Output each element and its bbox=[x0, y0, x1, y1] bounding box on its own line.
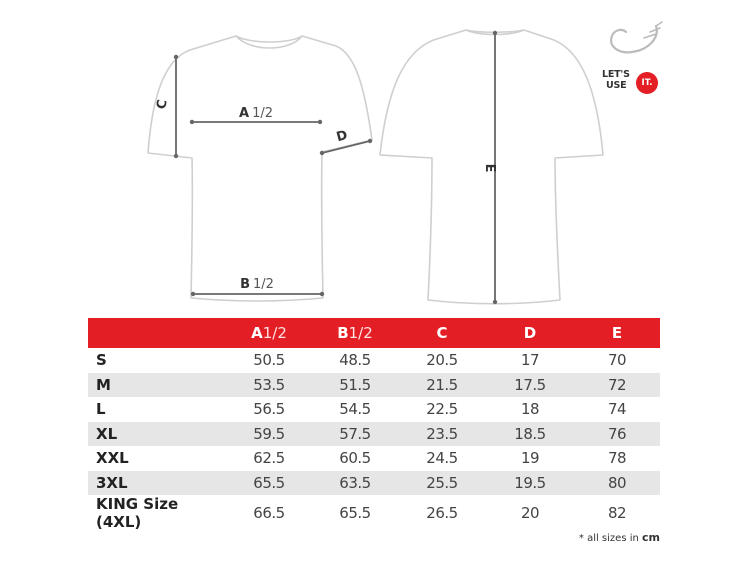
units-footnote bbox=[579, 531, 660, 544]
table-row bbox=[88, 348, 660, 373]
cell-b: 60.5 bbox=[312, 446, 398, 471]
label-b-letter: B bbox=[240, 277, 250, 292]
cell-d: 20 bbox=[486, 495, 574, 531]
cell-b: 54.5 bbox=[312, 397, 398, 422]
cell-c: 25.5 bbox=[398, 471, 486, 496]
header-b: B1/2 bbox=[337, 324, 373, 342]
cell-d: 18 bbox=[486, 397, 574, 422]
cell-d: 19.5 bbox=[486, 471, 574, 496]
cell-d: 17 bbox=[486, 348, 574, 373]
label-b-half: 1/2 bbox=[253, 277, 274, 292]
label-c: C bbox=[154, 98, 171, 111]
cell-b: 57.5 bbox=[312, 422, 398, 447]
lets-use-it-logo bbox=[598, 18, 668, 102]
cell-c: 22.5 bbox=[398, 397, 486, 422]
cell-a: 66.5 bbox=[226, 495, 312, 531]
size-name: KING Size (4XL) bbox=[88, 495, 226, 531]
label-a bbox=[239, 106, 273, 121]
cell-e: 70 bbox=[574, 348, 660, 373]
size-name: L bbox=[88, 397, 226, 422]
cell-d: 17.5 bbox=[486, 373, 574, 398]
hook-icon bbox=[598, 18, 668, 68]
logo-line-2: USE bbox=[606, 80, 627, 91]
label-d: D bbox=[334, 127, 350, 146]
size-name: XL bbox=[88, 422, 226, 447]
logo-badge: IT. bbox=[636, 72, 658, 94]
table-row bbox=[88, 446, 660, 471]
cell-b: 48.5 bbox=[312, 348, 398, 373]
cell-b: 63.5 bbox=[312, 471, 398, 496]
header-d: D bbox=[523, 324, 537, 342]
header-c: C bbox=[436, 324, 448, 342]
size-name: M bbox=[88, 373, 226, 398]
cell-a: 53.5 bbox=[226, 373, 312, 398]
cell-b: 65.5 bbox=[312, 495, 398, 531]
cell-c: 26.5 bbox=[398, 495, 486, 531]
cell-c: 21.5 bbox=[398, 373, 486, 398]
header-a: A1/2 bbox=[251, 324, 287, 342]
size-name: S bbox=[88, 348, 226, 373]
cell-d: 19 bbox=[486, 446, 574, 471]
cell-e: 78 bbox=[574, 446, 660, 471]
table-row bbox=[88, 422, 660, 447]
label-b bbox=[240, 277, 274, 292]
size-chart-table bbox=[88, 318, 660, 531]
table-row bbox=[88, 495, 660, 531]
footnote-prefix: * all sizes in bbox=[578, 533, 639, 544]
cell-a: 56.5 bbox=[226, 397, 312, 422]
label-a-letter: A bbox=[239, 106, 250, 121]
table-row bbox=[88, 397, 660, 422]
table-header-row bbox=[88, 318, 660, 348]
size-name: 3XL bbox=[88, 471, 226, 496]
cell-a: 59.5 bbox=[226, 422, 312, 447]
cell-e: 74 bbox=[574, 397, 660, 422]
table-row bbox=[88, 471, 660, 496]
cell-c: 20.5 bbox=[398, 348, 486, 373]
logo-line-1: LET'S bbox=[602, 69, 630, 80]
cell-e: 80 bbox=[574, 471, 660, 496]
cell-e: 82 bbox=[574, 495, 660, 531]
cell-b: 51.5 bbox=[312, 373, 398, 398]
header-size bbox=[88, 318, 226, 348]
label-e: E bbox=[482, 163, 497, 173]
cell-a: 62.5 bbox=[226, 446, 312, 471]
cell-e: 72 bbox=[574, 373, 660, 398]
cell-c: 23.5 bbox=[398, 422, 486, 447]
cell-e: 76 bbox=[574, 422, 660, 447]
cell-a: 65.5 bbox=[226, 471, 312, 496]
cell-d: 18.5 bbox=[486, 422, 574, 447]
front-shirt-outline bbox=[148, 36, 372, 301]
size-name: XXL bbox=[88, 446, 226, 471]
footnote-unit: cm bbox=[642, 531, 660, 544]
table-row bbox=[88, 373, 660, 398]
cell-c: 24.5 bbox=[398, 446, 486, 471]
header-e: E bbox=[611, 324, 623, 342]
label-a-half: 1/2 bbox=[252, 106, 273, 121]
cell-a: 50.5 bbox=[226, 348, 312, 373]
